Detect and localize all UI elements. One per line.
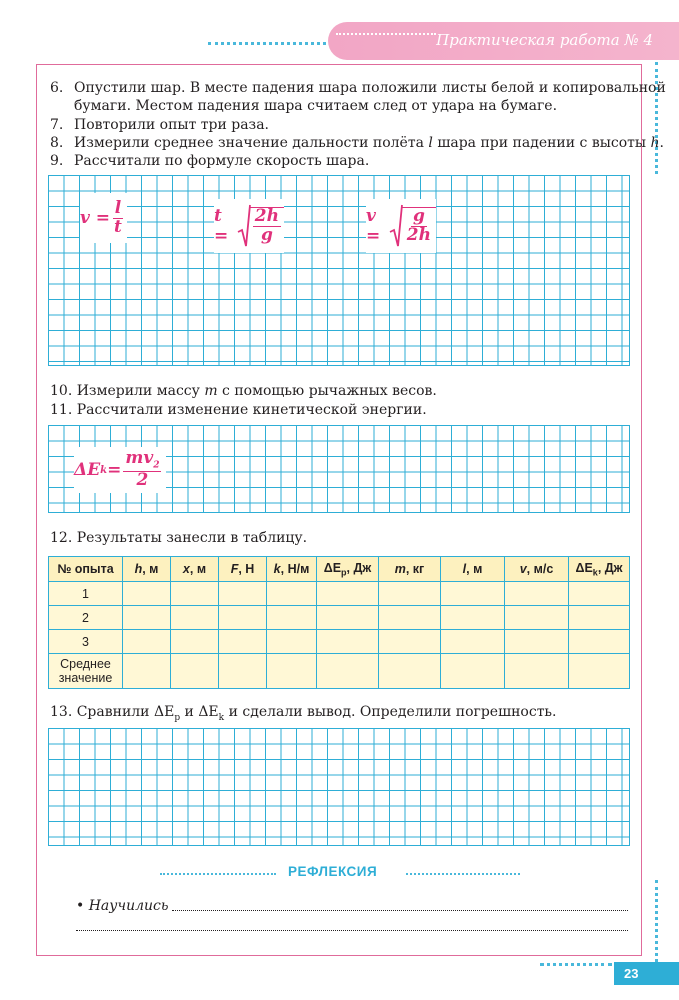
- col-header-delta-ep: $\Delta E_p$, Дж: [317, 557, 379, 582]
- row-label: 1: [49, 582, 123, 606]
- step-10-text-b: с помощью рычажных весов.: [217, 383, 437, 399]
- step-10-var-m: m: [204, 383, 218, 399]
- reflection-dots-left: [160, 873, 276, 875]
- step-8-text-c: .: [659, 135, 664, 151]
- page-number: 23: [614, 962, 679, 985]
- formula-3-numerator: g: [412, 206, 425, 227]
- step-9-number: 9.: [50, 153, 64, 169]
- answer-line-1[interactable]: [172, 910, 628, 911]
- formula-v-equals-sqrt: [366, 199, 436, 253]
- step-13-delta-ep: $\Delta E_p$: [153, 704, 181, 723]
- step-7-number: 7.: [50, 117, 64, 133]
- table-row: [49, 606, 630, 630]
- col-header-k: k, Н/м: [267, 557, 317, 582]
- formula-1-denominator: t: [114, 216, 122, 237]
- formula-4-denominator: 2: [136, 469, 149, 490]
- step-11-number: 11.: [50, 402, 73, 418]
- learned-line: [76, 898, 169, 915]
- step-13: [50, 704, 557, 727]
- footer-dotted-line: [540, 963, 612, 966]
- step-6-text-line1: Опустили шар. В месте падения шара положили листы белой и копировальной: [74, 80, 666, 96]
- table-header-row: [49, 557, 630, 582]
- right-dotted-line-top: [655, 62, 658, 174]
- learned-label: Научились: [88, 898, 169, 914]
- col-header-trial: № опыта: [49, 557, 123, 582]
- step-6-text-line2: бумаги. Местом падения шара считаем след от удара на бумаге.: [74, 98, 558, 114]
- step-13-text-b: и: [180, 704, 199, 720]
- right-dotted-line-bottom: [655, 880, 658, 962]
- col-header-l: l, м: [441, 557, 505, 582]
- step-12-text: Результаты занесли в таблицу.: [76, 530, 308, 546]
- header-tab: [328, 22, 679, 60]
- step-13-text-c: и сделали вывод. Определили погрешность.: [224, 704, 557, 720]
- sqrt-sign-icon: [389, 204, 403, 248]
- grid-area-3: [48, 728, 630, 846]
- formula-3-denominator: 2h: [406, 225, 431, 245]
- bullet: •: [76, 898, 85, 914]
- row-label-average: Среднее значение: [49, 654, 123, 689]
- step-6-number: 6.: [50, 80, 64, 96]
- col-header-f: F, Н: [219, 557, 267, 582]
- step-8-number: 8.: [50, 135, 64, 151]
- sqrt-sign-icon: [237, 204, 251, 248]
- step-10: [50, 383, 437, 400]
- step-8-var-h: h: [650, 135, 660, 151]
- step-6-cont: [74, 98, 557, 115]
- answer-line-2[interactable]: [76, 930, 628, 931]
- table-row-average: [49, 654, 630, 689]
- step-13-delta-ek: $\Delta E_k$: [198, 704, 225, 723]
- table-row: [49, 630, 630, 654]
- step-9-text: Рассчитали по формуле скорость шара.: [74, 153, 370, 169]
- step-10-number: 10.: [50, 383, 73, 399]
- formula-4-numerator: mv: [125, 448, 154, 469]
- formula-3-lhs: v =: [366, 206, 381, 246]
- formula-4-sup: 2: [153, 460, 160, 471]
- formula-v-equals-l-over-t: [80, 193, 127, 243]
- col-header-v: v, м/с: [505, 557, 569, 582]
- step-8: [50, 135, 664, 152]
- step-8-text-a: Измерили среднее значение дальности полёта: [74, 135, 429, 151]
- grid-area-1: [48, 175, 630, 366]
- formula-4-sub: k: [100, 464, 108, 476]
- header-dotted-line: [208, 42, 326, 45]
- step-8-var-l: l: [428, 135, 433, 151]
- formula-2-numerator: 2h: [254, 206, 279, 227]
- step-11: [50, 402, 427, 419]
- col-header-delta-ek: $\Delta E_k$, Дж: [569, 557, 630, 582]
- page-title: Практическая работа № 4: [436, 31, 653, 49]
- step-8-text-b: шара при падении с высоты: [432, 135, 651, 151]
- formula-1-lhs: v =: [80, 208, 111, 228]
- step-11-text: Рассчитали изменение кинетической энергии.: [76, 402, 427, 418]
- step-9: [50, 153, 369, 170]
- col-header-m: m, кг: [379, 557, 441, 582]
- row-label: 2: [49, 606, 123, 630]
- step-7: [50, 117, 269, 134]
- reflection-title: РЕФЛЕКСИЯ: [288, 864, 378, 879]
- row-label: 3: [49, 630, 123, 654]
- formula-4-eq: =: [107, 460, 122, 480]
- table-row: [49, 582, 630, 606]
- formula-4-lhs: ΔE: [74, 460, 101, 480]
- step-12-number: 12.: [50, 530, 73, 546]
- step-6: [50, 80, 666, 97]
- reflection-dots-right: [406, 873, 520, 875]
- formula-2-denominator: g: [260, 225, 273, 245]
- step-7-text: Повторили опыт три раза.: [74, 117, 269, 133]
- formula-t-equals-sqrt: [214, 199, 284, 253]
- formula-delta-ek: [74, 447, 166, 493]
- step-10-text-a: Измерили массу: [76, 383, 205, 399]
- results-table: [48, 556, 630, 689]
- col-header-h: h, м: [123, 557, 171, 582]
- step-13-number: 13.: [50, 704, 73, 720]
- col-header-x: x, м: [171, 557, 219, 582]
- formula-1-numerator: l: [114, 197, 122, 218]
- header-tab-dots: [336, 33, 436, 35]
- step-13-text-a: Сравнили: [76, 704, 154, 720]
- formula-2-lhs: t =: [214, 206, 229, 246]
- step-12: [50, 530, 307, 547]
